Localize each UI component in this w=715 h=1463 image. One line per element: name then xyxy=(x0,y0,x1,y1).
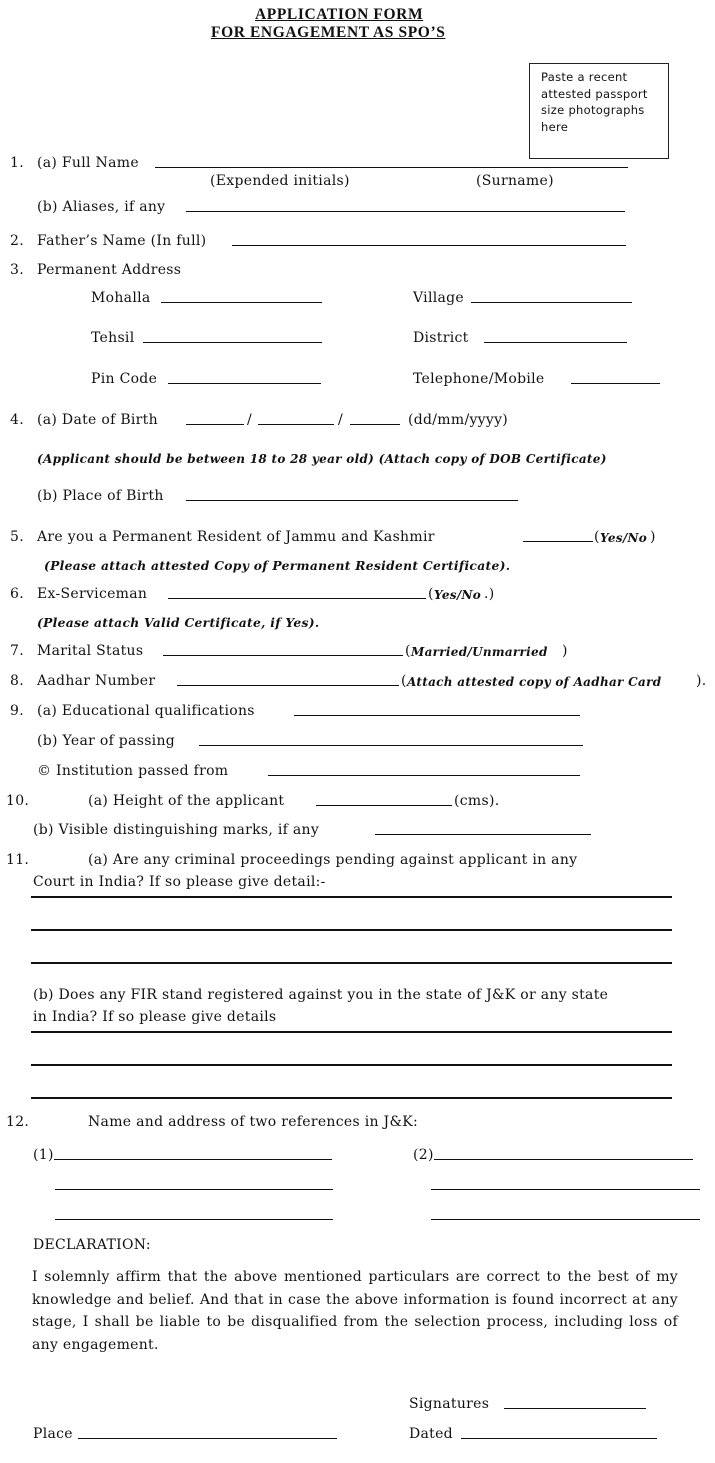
aadhar-label: Aadhar Number xyxy=(37,673,156,689)
photo-box[interactable] xyxy=(529,63,669,159)
resident-certificate-note: (Please attach attested Copy of Permanent Resident Certificate). xyxy=(44,558,511,573)
q9-number: 9. xyxy=(10,703,24,719)
q3-number: 3. xyxy=(10,262,24,278)
fir-details-line[interactable] xyxy=(31,1097,672,1099)
photo-box-instructions: Paste a recent attested passport size photographs here xyxy=(541,70,648,134)
declaration-title: DECLARATION: xyxy=(33,1237,151,1253)
fir-details-line[interactable] xyxy=(31,1064,672,1066)
telephone-field[interactable] xyxy=(571,383,660,384)
marital-option-close: ) xyxy=(562,643,568,659)
resident-label: Are you a Permanent Resident of Jammu and Kashmir xyxy=(37,529,435,545)
height-unit: (cms). xyxy=(454,793,500,809)
reference-2-field[interactable] xyxy=(431,1219,700,1220)
signatures-field[interactable] xyxy=(504,1408,646,1409)
aadhar-hint-open: ( xyxy=(401,673,407,689)
dob-month-field[interactable] xyxy=(258,424,334,425)
tehsil-field[interactable] xyxy=(143,342,322,343)
distinguishing-marks-field[interactable] xyxy=(375,834,591,835)
reference-1-field[interactable] xyxy=(55,1219,333,1220)
fir-label-cont: in India? If so please give details xyxy=(33,1009,277,1025)
dob-format-hint: (dd/mm/yyyy) xyxy=(408,412,509,428)
tehsil-label: Tehsil xyxy=(91,330,135,346)
criminal-proceedings-line[interactable] xyxy=(31,962,672,964)
height-label: (a) Height of the applicant xyxy=(88,793,285,809)
signatures-label: Signatures xyxy=(409,1396,490,1412)
surname-hint: (Surname) xyxy=(476,173,554,189)
criminal-proceedings-label-cont: Court in India? If so please give detail:- xyxy=(33,874,326,890)
resident-options: Yes/No xyxy=(600,531,648,545)
dated-field[interactable] xyxy=(461,1438,657,1439)
aadhar-field[interactable] xyxy=(177,685,399,686)
ex-serviceman-option-open: ( xyxy=(428,586,434,602)
mohalla-field[interactable] xyxy=(161,302,322,303)
aadhar-hint-close: ). xyxy=(696,673,707,689)
q8-number: 8. xyxy=(10,673,24,689)
place-label: Place xyxy=(33,1426,73,1442)
form-subtitle: FOR ENGAGEMENT AS SPO’S xyxy=(211,24,446,41)
year-of-passing-field[interactable] xyxy=(199,745,583,746)
marital-status-options: Married/Unmarried xyxy=(411,645,548,659)
criminal-proceedings-label: (a) Are any criminal proceedings pending against applicant in any xyxy=(88,852,578,868)
q12-number: 12. xyxy=(6,1114,30,1130)
dob-separator: / xyxy=(247,412,253,428)
ex-serviceman-option-close: .) xyxy=(484,586,495,602)
telephone-label: Telephone/Mobile xyxy=(413,371,545,387)
references-label: Name and address of two references in J&K: xyxy=(88,1114,418,1130)
q5-number: 5. xyxy=(10,529,24,545)
reference-2-field[interactable] xyxy=(431,1189,700,1190)
place-field[interactable] xyxy=(78,1438,337,1439)
resident-field[interactable] xyxy=(523,541,593,542)
reference-1-label: (1) xyxy=(33,1147,54,1163)
q10-number: 10. xyxy=(6,793,30,809)
education-label: (a) Educational qualifications xyxy=(37,703,255,719)
q6-number: 6. xyxy=(10,586,24,602)
district-label: District xyxy=(413,330,469,346)
height-field[interactable] xyxy=(316,805,452,806)
age-requirement-note: (Applicant should be between 18 to 28 year old) (Attach copy of DOB Certificate) xyxy=(37,452,607,466)
distinguishing-marks-label: (b) Visible distinguishing marks, if any xyxy=(33,822,320,838)
reference-1-field[interactable] xyxy=(54,1159,332,1160)
dob-separator: / xyxy=(338,412,344,428)
address-label: Permanent Address xyxy=(37,262,182,278)
year-of-passing-label: (b) Year of passing xyxy=(37,733,176,749)
resident-option-close: ) xyxy=(650,529,656,545)
aliases-label: (b) Aliases, if any xyxy=(37,199,166,215)
ex-serviceman-note: (Please attach Valid Certificate, if Yes). xyxy=(37,615,320,630)
aadhar-hint: Attach attested copy of Aadhar Card xyxy=(407,675,662,689)
reference-1-field[interactable] xyxy=(55,1189,333,1190)
marital-status-label: Marital Status xyxy=(37,643,144,659)
dated-label: Dated xyxy=(409,1426,453,1442)
father-name-field[interactable] xyxy=(232,245,626,246)
dob-day-field[interactable] xyxy=(186,424,244,425)
village-field[interactable] xyxy=(471,302,632,303)
marital-option-open: ( xyxy=(405,643,411,659)
village-label: Village xyxy=(413,290,464,306)
initials-hint: (Expended initials) xyxy=(210,173,350,189)
education-field[interactable] xyxy=(294,715,580,716)
district-field[interactable] xyxy=(484,342,627,343)
institution-field[interactable] xyxy=(268,775,580,776)
pin-code-field[interactable] xyxy=(168,383,321,384)
ex-serviceman-label: Ex-Serviceman xyxy=(37,586,148,602)
q7-number: 7. xyxy=(10,643,24,659)
dob-year-field[interactable] xyxy=(350,424,400,425)
place-of-birth-field[interactable] xyxy=(186,500,518,501)
full-name-field[interactable] xyxy=(155,167,628,168)
declaration-text: I solemnly affirm that the above mentioned particulars are correct to the best of my knowledge and belief. And that in case the above information is found incorrect at any stage, I shall be liable to be disqualified from the selection process, including loss of any engagement. xyxy=(32,1269,678,1353)
criminal-proceedings-line[interactable] xyxy=(31,929,672,931)
pin-code-label: Pin Code xyxy=(91,371,158,387)
reference-2-field[interactable] xyxy=(434,1159,693,1160)
aliases-field[interactable] xyxy=(186,211,625,212)
q4-number: 4. xyxy=(10,412,24,428)
fir-label: (b) Does any FIR stand registered against you in the state of J&K or any state xyxy=(33,987,609,1003)
criminal-proceedings-line[interactable] xyxy=(31,896,672,898)
marital-status-field[interactable] xyxy=(163,655,403,656)
q1-number: 1. xyxy=(10,155,24,171)
fir-details-line[interactable] xyxy=(31,1031,672,1033)
reference-2-label: (2) xyxy=(413,1147,434,1163)
ex-serviceman-options: Yes/No xyxy=(434,588,482,602)
q2-number: 2. xyxy=(10,233,24,249)
mohalla-label: Mohalla xyxy=(91,290,151,306)
place-of-birth-label: (b) Place of Birth xyxy=(37,488,164,504)
resident-option-open: ( xyxy=(594,529,600,545)
ex-serviceman-field[interactable] xyxy=(168,598,426,599)
full-name-label: (a) Full Name xyxy=(37,155,139,171)
dob-label: (a) Date of Birth xyxy=(37,412,158,428)
father-name-label: Father’s Name (In full) xyxy=(37,233,207,249)
institution-label: © Institution passed from xyxy=(37,763,229,779)
form-title: APPLICATION FORM xyxy=(255,6,424,23)
q11-number: 11. xyxy=(6,852,30,868)
